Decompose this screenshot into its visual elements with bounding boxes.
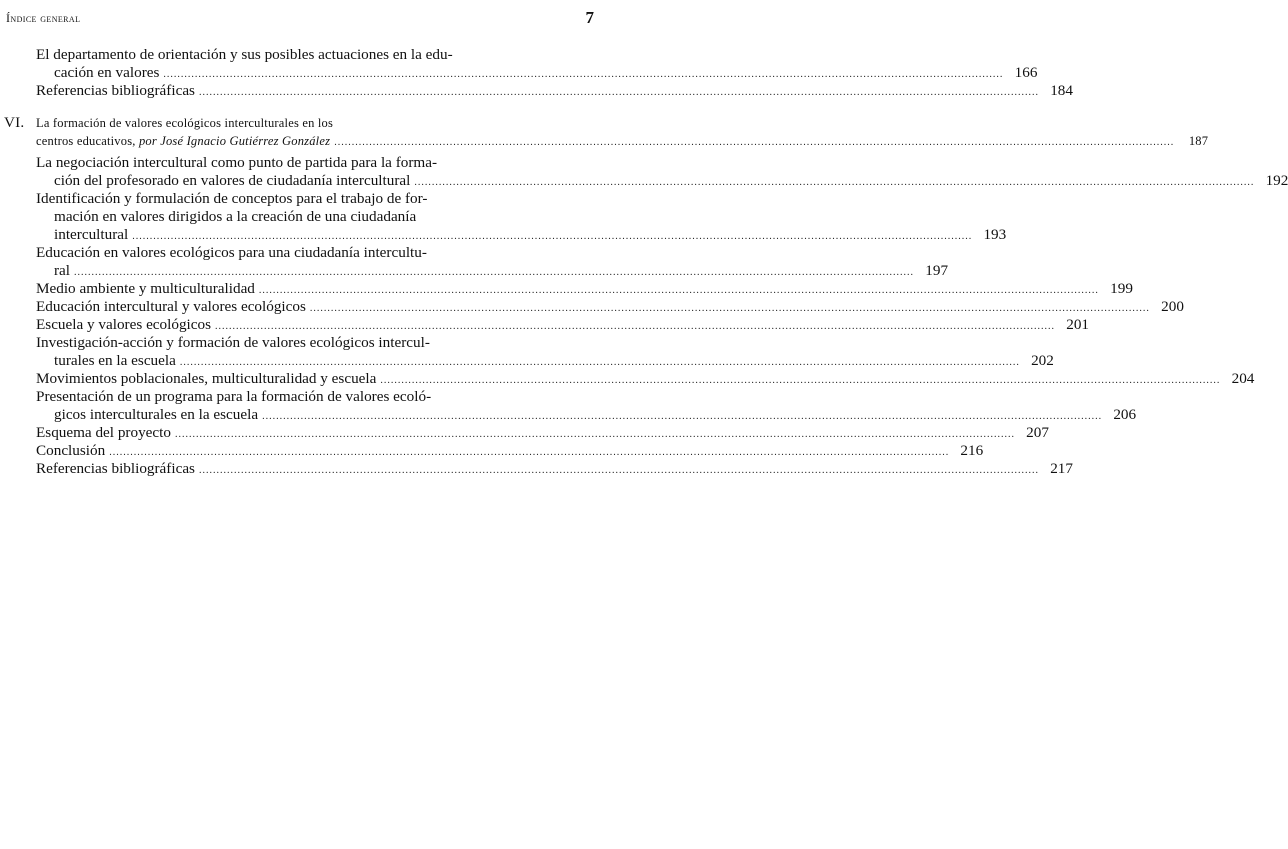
toc-entry[interactable] [36,370,1255,388]
toc-entry[interactable] [36,244,949,280]
toc-entry[interactable] [36,442,984,460]
toc-entry-title: Conclusión [36,442,106,459]
toc-entry-title: Escuela y valores ecológicos [36,316,212,333]
chapter-title-line: La formación de valores ecológicos interculturales en los [36,116,334,130]
toc-entry-line: mación en valores dirigidos a la creación de una ciudadanía [54,208,417,225]
chapter-page-number: 187 [1188,134,1209,148]
page-header [6,8,594,28]
toc-entry[interactable] [36,334,1054,370]
dot-leader: ................................................................................................................................................................................................................................................ [334,137,1175,148]
toc-page-number: 204 [1231,370,1255,387]
toc-entry[interactable] [36,316,1090,334]
dot-leader: ................................................................................................................................................................................................................................................ [74,267,915,278]
toc-page-number: 200 [1161,298,1184,315]
chapter-heading [4,114,1209,150]
dot-leader: ................................................................................................................................................................................................................................................ [163,69,1004,80]
dot-leader: ................................................................................................................................................................................................................................................ [414,177,1255,188]
toc-page-number: 206 [1113,406,1137,423]
dot-leader: ................................................................................................................................................................................................................................................ [198,465,1039,476]
toc-entry-title: cación en valores [54,64,160,81]
toc-entry-title: Referencias bibliográficas [36,460,195,477]
toc-entry-line: Educación en valores ecológicos para una ciudadanía intercultu- [36,244,427,261]
toc-entry-title: Referencias bibliográficas [36,82,195,99]
toc-page-number: 217 [1050,460,1073,477]
dot-leader: ................................................................................................................................................................................................................................................ [109,447,950,458]
dot-leader: ................................................................................................................................................................................................................................................ [258,285,1099,296]
toc-page-number: 202 [1031,352,1054,369]
chapter-author: por José Ignacio Gutiérrez González [138,134,331,148]
toc-entry-title: ción del profesorado en valores de ciudadanía intercultural [54,172,411,189]
page-number: 7 [585,8,594,27]
toc-page-number: 193 [983,226,1007,243]
dot-leader: ................................................................................................................................................................................................................................................ [309,303,1150,314]
toc-page-number: 166 [1014,64,1038,81]
toc-entry-title: ral [54,262,71,279]
toc-entry-line: Identificación y formulación de conceptos para el trabajo de for- [36,190,428,207]
toc-entry-title: turales en la escuela [54,352,176,369]
toc-page-number: 197 [925,262,949,279]
toc-entry[interactable] [36,190,1007,244]
toc-page-number: 184 [1050,82,1073,99]
dot-leader: ................................................................................................................................................................................................................................................ [198,87,1039,98]
dot-leader: ................................................................................................................................................................................................................................................ [380,375,1221,386]
chapter-title-line-2: centros educativos, [36,134,139,148]
toc-entry[interactable] [36,460,1073,478]
toc-entry-line: Investigación-acción y formación de valores ecológicos intercul- [36,334,430,351]
toc-entry-title: Esquema del proyecto [36,424,171,441]
dot-leader: ................................................................................................................................................................................................................................................ [132,231,973,242]
dot-leader: ................................................................................................................................................................................................................................................ [174,429,1015,440]
toc-entry[interactable] [36,298,1184,316]
toc-entry-title: Medio ambiente y multiculturalidad [36,280,255,297]
dot-leader: ................................................................................................................................................................................................................................................ [262,411,1103,422]
toc-entry-title: Educación intercultural y valores ecológicos [36,298,306,315]
toc-entry[interactable] [36,280,1133,298]
toc-page-number: 199 [1110,280,1133,297]
toc-page-number: 216 [960,442,984,459]
toc-entry[interactable] [36,388,1137,424]
running-head: Índice general [6,11,81,25]
chapter-number: VI. [4,114,25,131]
toc-entry-line: La negociación intercultural como punto de partida para la forma- [36,154,438,171]
toc-entry[interactable] [36,46,1038,82]
toc-entry-line: Presentación de un programa para la formación de valores ecoló- [36,388,432,405]
toc-entry-title: intercultural [54,226,129,243]
toc-entry[interactable] [36,424,1049,442]
toc-page-number: 201 [1066,316,1090,333]
toc-page-number: 207 [1026,424,1049,441]
toc-entry[interactable] [36,82,1073,100]
dot-leader: ................................................................................................................................................................................................................................................ [215,321,1056,332]
toc-entry[interactable] [36,154,1288,190]
toc-page-number: 192 [1265,172,1288,189]
chapter-title-line [36,132,330,150]
toc-entry-title: Movimientos poblacionales, multiculturalidad y escuela [36,370,377,387]
toc-entry-line: El departamento de orientación y sus posibles actuaciones en la edu- [36,46,453,63]
toc-entry-title: gicos interculturales en la escuela [54,406,259,423]
dot-leader: ................................................................................................................................................................................................................................................ [179,357,1020,368]
